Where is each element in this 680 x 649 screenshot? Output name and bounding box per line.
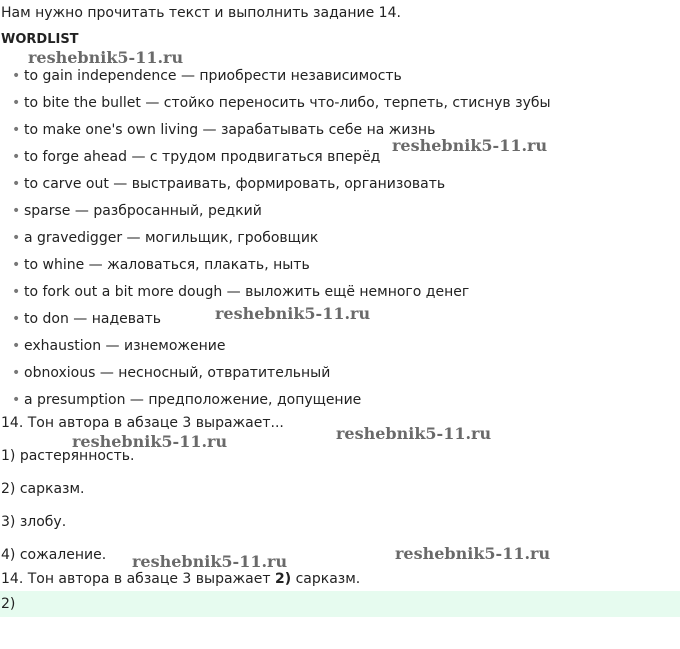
- list-item: • a gravedigger — могильщик, гробовщик: [12, 230, 319, 246]
- list-item: • exhaustion — изнеможение: [12, 338, 226, 354]
- list-item: • obnoxious — несносный, отвратительный: [12, 365, 331, 381]
- answer-option: 1) растерянность.: [1, 448, 135, 464]
- bullet-icon: •: [12, 365, 21, 381]
- bullet-icon: •: [12, 68, 21, 84]
- answer-highlight: 2): [274, 571, 292, 587]
- bullet-icon: •: [12, 95, 21, 111]
- bullet-icon: •: [12, 338, 21, 354]
- list-item: • sparse — разбросанный, редкий: [12, 203, 262, 219]
- answer-option: 3) злобу.: [1, 514, 67, 530]
- bullet-icon: •: [12, 230, 21, 246]
- list-item: • to fork out a bit more dough — выложить ещё немного денег: [12, 284, 470, 300]
- bullet-icon: •: [12, 122, 21, 138]
- watermark: reshebnik5-11.ru: [215, 304, 371, 323]
- bullet-icon: •: [12, 284, 21, 300]
- answer-box: [0, 591, 680, 617]
- answer-box-text: 2): [1, 596, 16, 612]
- bullet-icon: •: [12, 392, 21, 408]
- bullet-icon: •: [12, 311, 21, 327]
- list-item: • to carve out — выстраивать, формировать, организовать: [12, 176, 446, 192]
- watermark: reshebnik5-11.ru: [72, 432, 228, 451]
- watermark: reshebnik5-11.ru: [336, 424, 492, 443]
- answer-option: 2) сарказм.: [1, 481, 85, 497]
- list-item: • to make one's own living — зарабатывать себе на жизнь: [12, 122, 436, 138]
- bullet-icon: •: [12, 203, 21, 219]
- list-item: • to gain independence — приобрести независимость: [12, 68, 402, 84]
- bullet-icon: •: [12, 149, 21, 165]
- watermark: reshebnik5-11.ru: [28, 48, 184, 67]
- bullet-icon: •: [12, 176, 21, 192]
- answer-option: 4) сожаление.: [1, 547, 107, 563]
- watermark: reshebnik5-11.ru: [132, 552, 288, 571]
- watermark: reshebnik5-11.ru: [395, 544, 551, 563]
- list-item: • to don — надевать: [12, 311, 161, 327]
- list-item: • to forge ahead — с трудом продвигаться вперёд: [12, 149, 381, 165]
- list-item: • to whine — жаловаться, плакать, ныть: [12, 257, 310, 273]
- wordlist-heading: WORDLIST: [1, 32, 79, 47]
- answer-statement: 14. Тон автора в абзаце 3 выражает 2) сарказм.: [1, 571, 361, 587]
- list-item: • to bite the bullet — стойко переносить что-либо, терпеть, стиснув зубы: [12, 95, 551, 111]
- bullet-icon: •: [12, 257, 21, 273]
- intro-text: Нам нужно прочитать текст и выполнить задание 14.: [1, 5, 401, 21]
- watermark: reshebnik5-11.ru: [392, 136, 548, 155]
- list-item: • a presumption — предположение, допущение: [12, 392, 362, 408]
- question-text: 14. Тон автора в абзаце 3 выражает...: [1, 415, 284, 431]
